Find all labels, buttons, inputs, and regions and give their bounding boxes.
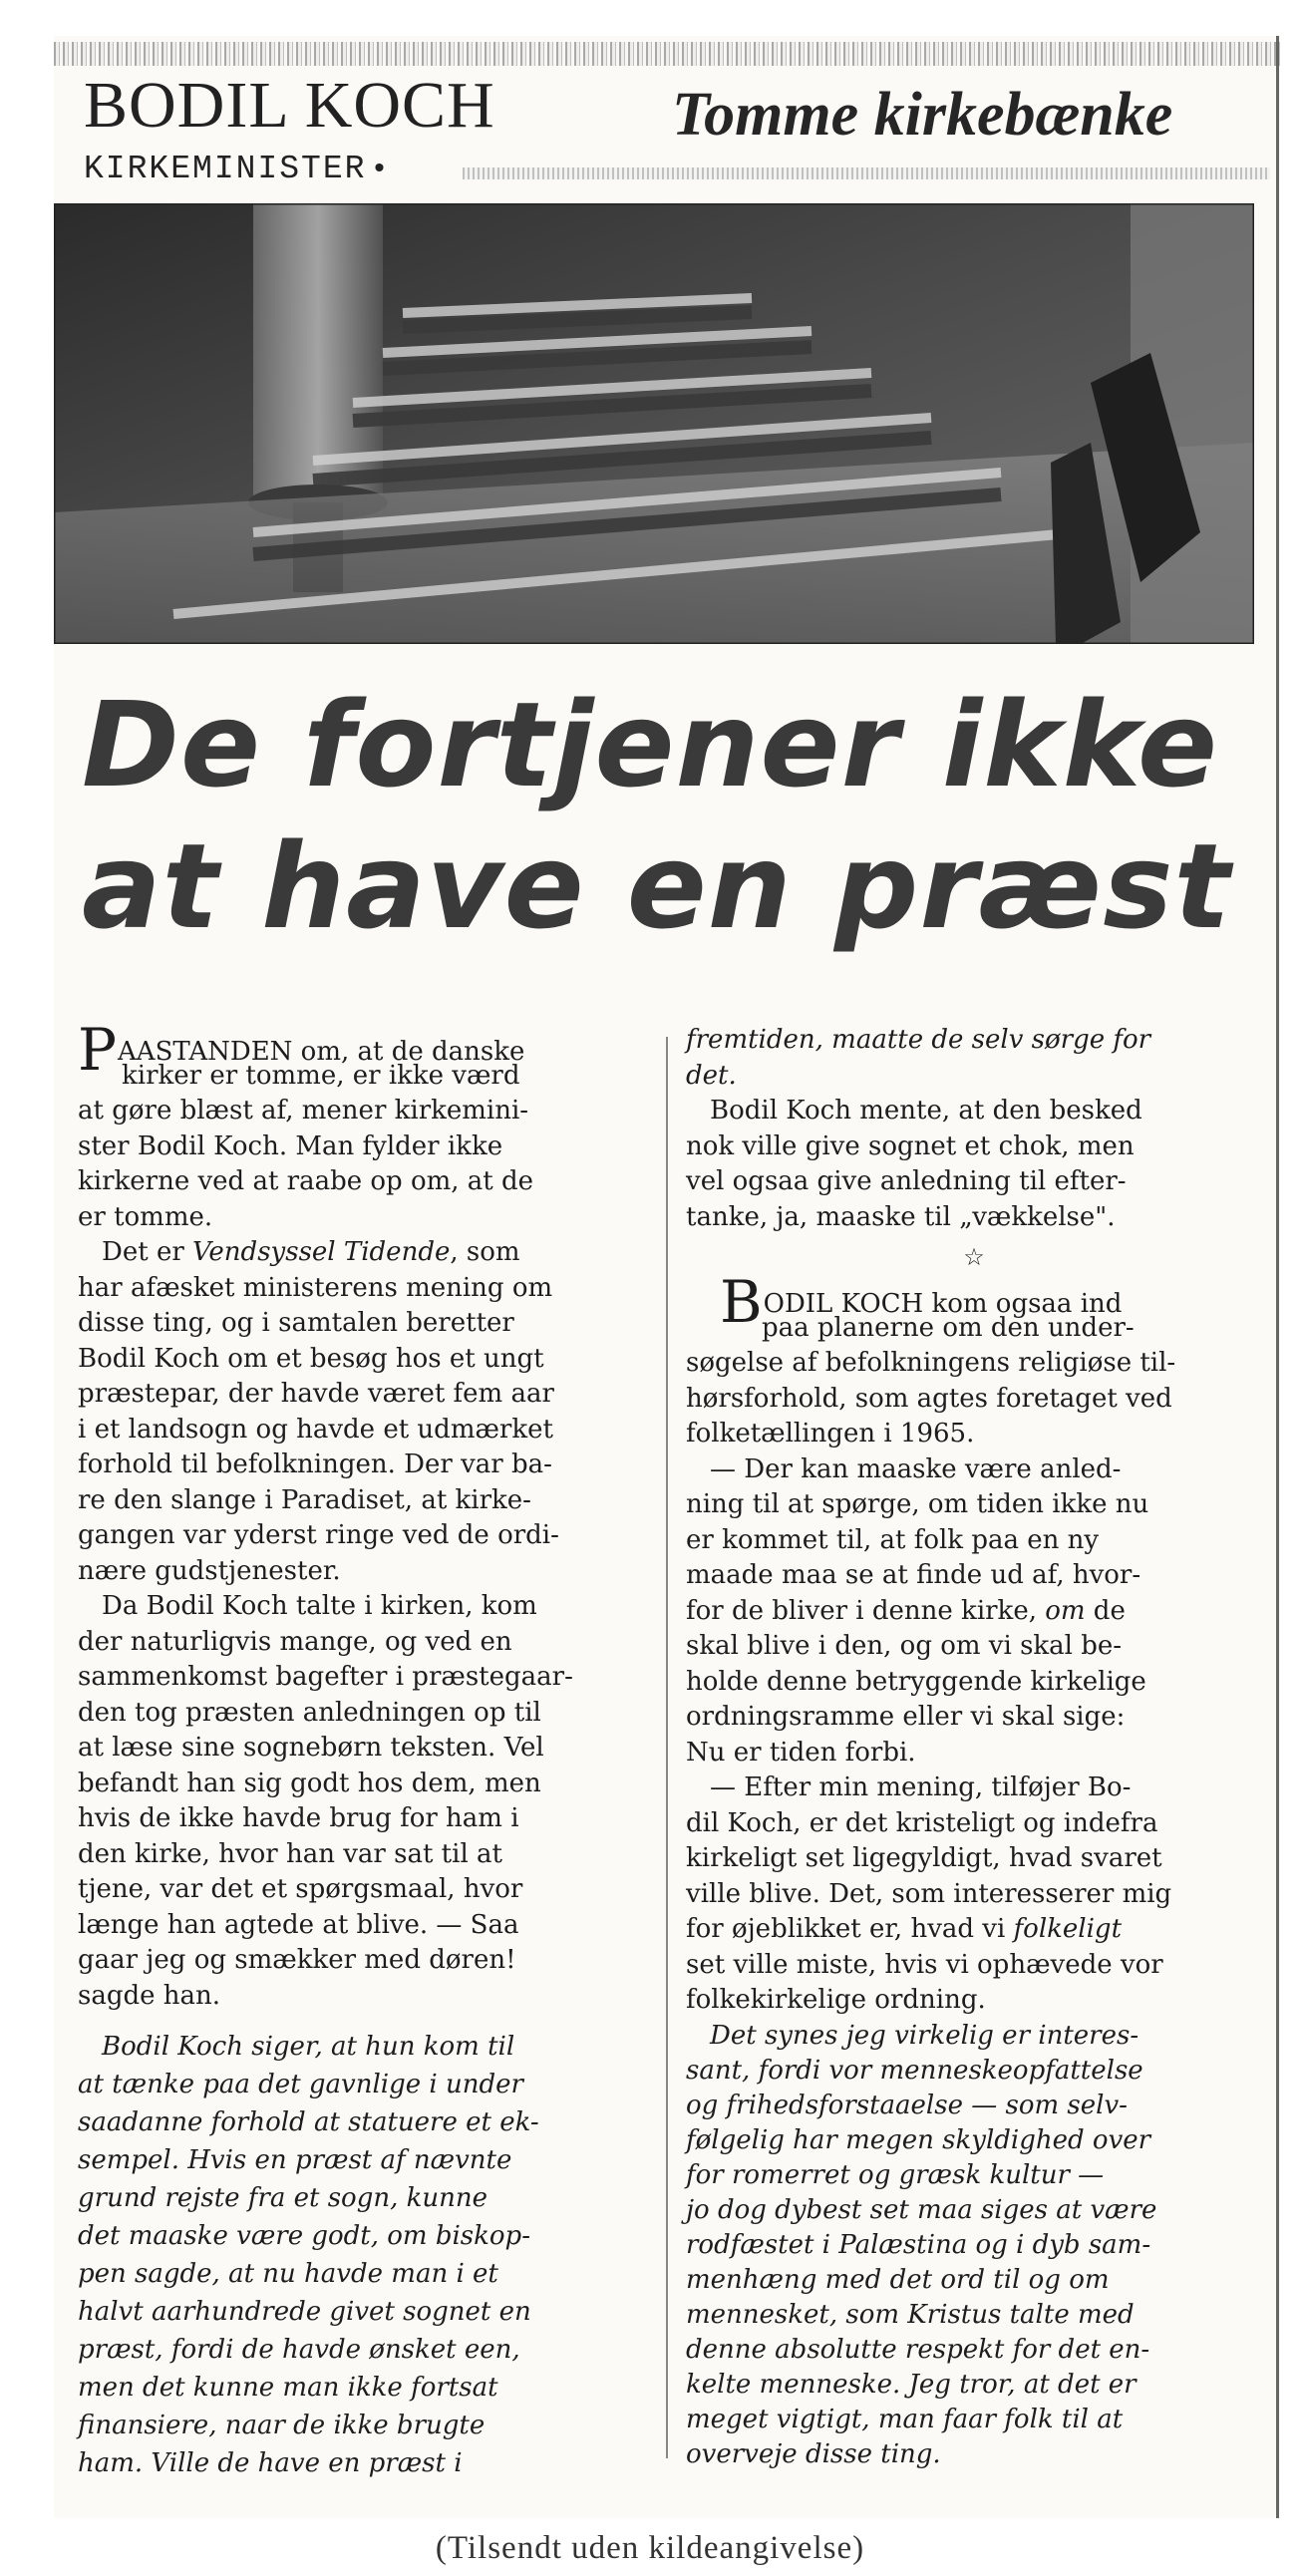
paragraph-italic bbox=[78, 2028, 652, 2482]
text-line: befandt han sig godt hos dem, men bbox=[78, 1768, 541, 1798]
text-line: sempel. Hvis en præst af nævnte bbox=[78, 2145, 512, 2175]
text-line: dil Koch, er det kristeligt og indefra bbox=[686, 1807, 1158, 1838]
text-line: sant, fordi vor menneskeopfattelse bbox=[686, 2055, 1143, 2086]
text-line bbox=[686, 1594, 1262, 1630]
text-span: AASTANDEN om, at de danske bbox=[118, 1037, 525, 1067]
text-line: tanke, ja, maaske til „vækkelse". bbox=[686, 1201, 1116, 1232]
text-line: menhæng med det ord til og om bbox=[686, 2264, 1110, 2295]
header-role bbox=[84, 150, 390, 190]
text-line: jo dog dybest set maa siges at være bbox=[686, 2194, 1157, 2225]
text-line: søgelse af befolkningens religiøse til- bbox=[686, 1348, 1176, 1378]
newspaper-clipping bbox=[54, 36, 1280, 2518]
empty-pews-photo bbox=[54, 203, 1254, 644]
header-role-dot: • bbox=[370, 154, 391, 187]
text-line: er tomme. bbox=[78, 1201, 213, 1232]
text-line: forhold til befolkningen. Der var ba- bbox=[78, 1449, 552, 1479]
text-line: tjene, var det et spørgsmaal, hvor bbox=[78, 1874, 523, 1904]
text-line: set ville miste, hvis vi ophævede vor bbox=[686, 1949, 1163, 1980]
column-edge-rule bbox=[1276, 36, 1279, 2518]
paragraph bbox=[686, 1771, 1262, 2019]
headline-line-1: De fortjener ikke bbox=[82, 676, 1219, 813]
headline bbox=[82, 674, 1258, 957]
paragraph bbox=[686, 1452, 1262, 1771]
text-line: skal blive i den, og om vi skal be- bbox=[686, 1631, 1123, 1661]
text-line: overveje disse ting. bbox=[686, 2438, 941, 2469]
text-line: præst, fordi de havde ønsket een, bbox=[78, 2335, 520, 2365]
header-rule bbox=[463, 167, 1270, 179]
text-line: hørsforhold, som agtes foretaget ved bbox=[686, 1383, 1172, 1414]
text-line: i et landsogn og havde et udmærket bbox=[78, 1414, 553, 1445]
text-line: saadanne forhold at statuere et ek- bbox=[78, 2107, 539, 2137]
text-line: denne absolutte respekt for det en- bbox=[686, 2334, 1150, 2365]
text-line: at tænke paa det gavnlige i under bbox=[78, 2070, 523, 2099]
text-line: ster Bodil Koch. Man fylder ikke bbox=[78, 1130, 503, 1161]
text-line: det maaske være godt, om biskop- bbox=[78, 2221, 530, 2251]
text-line: har afæsket ministerens mening om bbox=[78, 1272, 553, 1303]
paragraph-italic bbox=[686, 2019, 1262, 2472]
text-line: gangen var yderst ringe ved de ordi- bbox=[78, 1520, 559, 1550]
text-line: der naturligvis mange, og ved en bbox=[78, 1626, 512, 1657]
text-line: grund rejste fra et sogn, kunne bbox=[78, 2183, 488, 2213]
text-line: hvis de ikke havde brug for ham i bbox=[78, 1803, 519, 1833]
text-span: , som bbox=[450, 1237, 520, 1267]
text-line: rodfæstet i Palæstina og i dyb sam- bbox=[686, 2229, 1151, 2260]
text-line: Bodil Koch siger, at hun kom til bbox=[102, 2032, 515, 2062]
text-line: disse ting, og i samtalen beretter bbox=[78, 1308, 514, 1338]
text-line: den kirke, hvor han var sat til at bbox=[78, 1838, 502, 1869]
text-line: at gøre blæst af, mener kirkemini- bbox=[78, 1096, 529, 1126]
text-line: for romerret og græsk kultur — bbox=[686, 2159, 1105, 2190]
text-span: ODIL KOCH kom ogsaa ind bbox=[763, 1289, 1123, 1319]
text-line: Bodil Koch mente, at den besked bbox=[710, 1096, 1142, 1126]
drop-cap: P bbox=[78, 1016, 118, 1084]
text-line: — Efter min mening, tilføjer Bo- bbox=[710, 1772, 1132, 1802]
newspaper-name: Vendsyssel Tidende bbox=[192, 1237, 451, 1267]
header-title: Tomme kirkebænke bbox=[672, 81, 1173, 149]
paragraph bbox=[78, 1235, 652, 1589]
paragraph bbox=[78, 1016, 652, 1235]
paragraph bbox=[78, 1589, 652, 2014]
paragraph-gap bbox=[78, 2014, 652, 2028]
text-line: ham. Ville de have en præst i bbox=[78, 2448, 463, 2478]
text-line: præstepar, der havde været fem aar bbox=[78, 1379, 554, 1409]
text-line: pen sagde, at nu havde man i et bbox=[78, 2259, 498, 2289]
text-line: gaar jeg og smækker med døren! bbox=[78, 1945, 516, 1975]
text-line: Nu er tiden forbi. bbox=[686, 1737, 916, 1768]
text-line: men det kunne man ikke fortsat bbox=[78, 2373, 498, 2403]
text-line: kirker er tomme, er ikke værd bbox=[122, 1060, 520, 1091]
text-line: meget vigtigt, man faar folk til at bbox=[686, 2404, 1124, 2434]
text-line bbox=[686, 1912, 1262, 1948]
text-line: kelte menneske. Jeg tror, at det er bbox=[686, 2369, 1137, 2400]
text-line: nære gudstjenester. bbox=[78, 1555, 341, 1586]
text-line: folkekirkelige ordning. bbox=[686, 1985, 986, 2015]
text-line: fremtiden, maatte de selv sørge for bbox=[686, 1025, 1151, 1055]
text-span: for øjeblikket er, hvad vi bbox=[686, 1914, 1014, 1944]
section-star-icon: ☆ bbox=[963, 1243, 985, 1271]
left-column bbox=[78, 1016, 652, 2482]
pews-photo-graphic bbox=[54, 203, 1254, 644]
text-span: de bbox=[1085, 1595, 1126, 1626]
text-line: maade maa se at finde ud af, hvor- bbox=[686, 1560, 1141, 1590]
text-line: folketællingen i 1965. bbox=[686, 1419, 975, 1449]
top-print-strip bbox=[54, 42, 1280, 66]
text-line: ordningsramme eller vi skal sige: bbox=[686, 1702, 1126, 1732]
text-span: Det er bbox=[102, 1237, 193, 1267]
text-line: vel ogsaa give anledning til efter- bbox=[686, 1166, 1127, 1196]
text-line: ville blive. Det, som interesserer mig bbox=[686, 1878, 1172, 1909]
header-name: BODIL KOCH bbox=[84, 69, 495, 142]
paragraph bbox=[686, 1094, 1262, 1235]
italic-word: folkeligt bbox=[1013, 1914, 1123, 1944]
text-line: at læse sine sognebørn teksten. Vel bbox=[78, 1733, 544, 1763]
headline-line-2: at have en præst bbox=[82, 817, 1231, 955]
text-line: længe han agtede at blive. — Saa bbox=[78, 1909, 519, 1940]
text-line: paa planerne om den under- bbox=[762, 1312, 1135, 1343]
text-line: og frihedsforstaaelse — som selv- bbox=[686, 2090, 1128, 2120]
text-line: halvt aarhundrede givet sognet en bbox=[78, 2297, 531, 2327]
text-line: — Der kan maaske være anled- bbox=[710, 1453, 1122, 1484]
text-line: Da Bodil Koch talte i kirken, kom bbox=[102, 1591, 537, 1621]
text-line: Bodil Koch om et besøg hos et ungt bbox=[78, 1343, 544, 1374]
text-line: ning til at spørge, om tiden ikke nu bbox=[686, 1489, 1149, 1519]
text-line: kirkerne ved at raabe op om, at de bbox=[78, 1166, 534, 1196]
text-line: er kommet til, at folk paa en ny bbox=[686, 1524, 1100, 1555]
paragraph-italic bbox=[686, 1023, 1262, 1094]
text-span: for de bliver i denne kirke, bbox=[686, 1595, 1046, 1626]
text-line: sagde han. bbox=[78, 1980, 221, 2011]
paragraph bbox=[686, 1268, 1262, 1452]
right-column bbox=[686, 1023, 1262, 2472]
text-line: nok ville give sognet et chok, men bbox=[686, 1130, 1135, 1161]
column-divider bbox=[666, 1037, 668, 2458]
text-line: kirkeligt set ligegyldigt, hvad svaret bbox=[686, 1843, 1162, 1873]
header-role-text: KIRKEMINISTER bbox=[84, 151, 367, 187]
text-line: Det synes jeg virkelig er interes- bbox=[710, 2020, 1139, 2051]
drop-cap: B bbox=[720, 1268, 763, 1336]
text-line: holde denne betryggende kirkelige bbox=[686, 1666, 1146, 1697]
source-caption: (Tilsendt uden kildeangivelse) bbox=[435, 2530, 865, 2566]
text-line: den tog præsten anledningen op til bbox=[78, 1697, 541, 1728]
text-line: finansiere, naar de ikke brugte bbox=[78, 2411, 486, 2440]
text-line: følgelig har megen skyldighed over bbox=[686, 2124, 1151, 2155]
italic-word: om bbox=[1045, 1595, 1086, 1626]
text-line bbox=[78, 1235, 652, 1271]
text-line: sammenkomst bagefter i præstegaar- bbox=[78, 1662, 573, 1692]
text-line: re den slange i Paradiset, at kirke- bbox=[78, 1484, 531, 1515]
text-line: mennesket, som Kristus talte med bbox=[686, 2299, 1135, 2330]
text-line: det. bbox=[686, 1060, 737, 1091]
